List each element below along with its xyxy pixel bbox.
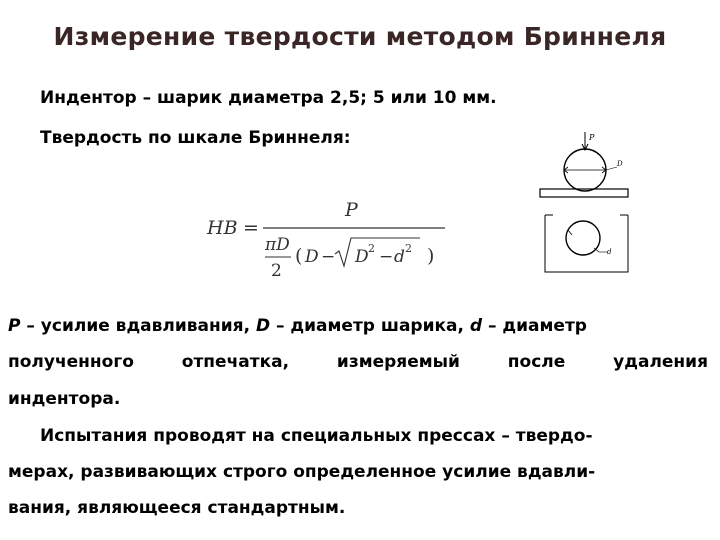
surface-plate [540,189,628,197]
paren-close: ) [427,245,435,267]
formula-minus: − [321,247,336,267]
definitions-row-1: P – усилие вдавливания, D – диаметр шарика, d – диаметр [8,316,587,336]
scale-line: Твердость по шкале Бриннеля: [40,128,351,148]
formula-d2: D [355,247,369,267]
formula-d: D [305,247,319,267]
imprint-frame [545,215,628,272]
formula-sq2: 2 [405,242,412,255]
paragraph-row-1: Испытания проводят на специальных прессах – твердо- [40,426,593,446]
paragraph-row-3: вания, являющееся стандартным. [8,498,346,518]
var-p: P [8,316,21,336]
brinell-diagram [535,130,635,275]
definitions-row-3: индентора. [8,389,121,409]
brinell-formula [205,198,455,290]
formula-minus2: − [379,247,394,267]
formula-equals: = [243,217,259,239]
var-d-cap: D [255,316,271,336]
definitions-row-2: полученного отпечатка, измеряемый после удаления [8,352,708,372]
page-title: Измерение твердости методом Бриннеля [53,22,667,51]
imprint-circle [566,221,600,255]
paragraph-row-2: мерах, развивающих строго определенное усилие вдавли- [8,462,596,482]
var-d-small: d [469,316,483,336]
formula-sq: 2 [368,242,375,255]
label-d-cap: D [617,160,623,168]
formula-d-small: d [394,247,405,267]
formula-two: 2 [271,261,282,281]
label-d-small: d [607,248,612,256]
formula-pi-d: πD [265,235,290,255]
formula-hb: HB [207,217,238,239]
label-p: P [589,133,595,142]
indenter-line: Индентор – шарик диаметра 2,5; 5 или 10 мм. [40,88,497,108]
formula-numerator: P [345,199,358,221]
paren-open: ( [295,245,303,267]
